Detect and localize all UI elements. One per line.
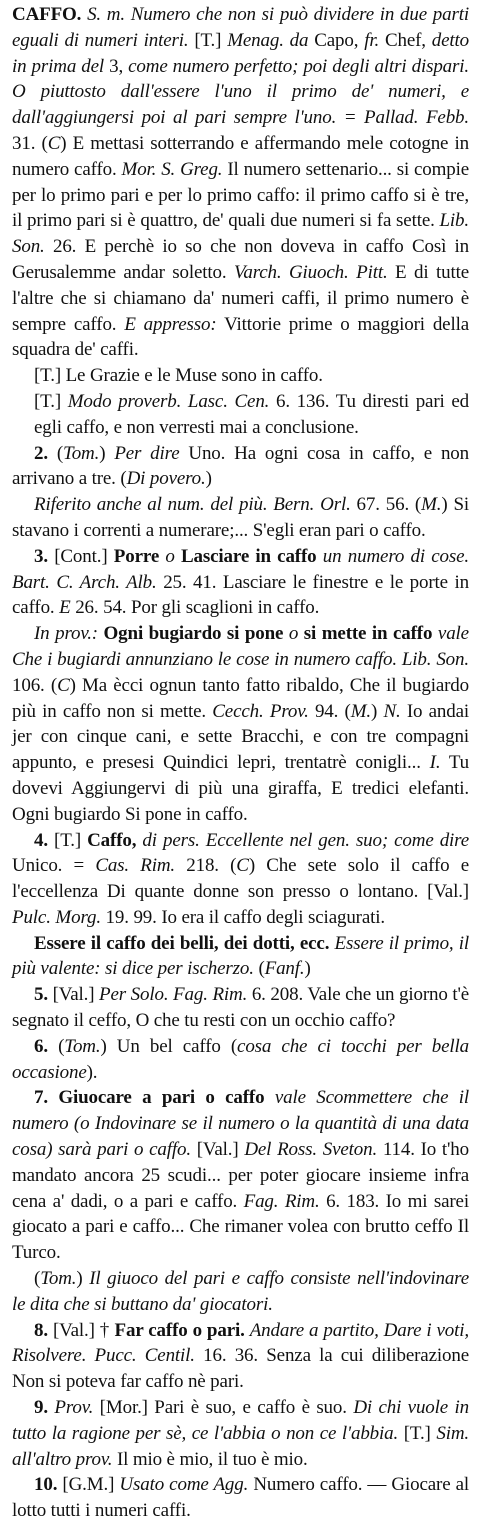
sense-4: 4. [T.] Caffo, di pers. Eccellente nel gen. suo; come dire Unico. = Cas. Rim. 218. (C) Che sete solo il caffo e l'eccellenza Di quante donne son presso o lontano. [Val.] Pulc. Morg. 19. 99. Io era il caffo degli sciagurati. bbox=[12, 829, 469, 928]
sense-3: 3. [Cont.] Porre o Lasciare in caffo un numero di cose. Bart. C. Arch. Alb. 25. 41. Lasciare le finestre e le porte in caffo. E 26. 54. Por gli scaglioni in caffo. bbox=[12, 545, 469, 619]
dictionary-entry-caffo bbox=[12, 2, 469, 1524]
sense-8: 8. [Val.] † Far caffo o pari. Andare a partito, Dare i voti, Risolvere. Pucc. Centil. 16. 36. Senza la cui diliberazione Non si poteva far caffo nè pari. bbox=[12, 1319, 470, 1393]
sense-7: 7. Giuocare a pari o caffo vale Scommettere che il numero (o Indovinare se il numero o la quantità di una data cosa) sarà pari o caffo. [Val.] Del Ross. Sveton. 114. Io t'ho mandato ancora 25 scudi... per poter giocare insieme infra cena a' dadi, o a pari e caffo. Fag. Rim. 6. 183. Io mi sarei giocato a pari e caffo... Che rimaner volea con brutto ceffo Il Turco. bbox=[12, 1087, 469, 1264]
sense-5: 5. [Val.] Per Solo. Fag. Rim. 6. 208. Vale che un giorno t'è segnato il ceffo, O che tu resti con un occhio caffo? bbox=[12, 984, 470, 1032]
sense-4-essere: Essere il caffo dei belli, dei dotti, ecc. Essere il primo, il più valente: si dice per ischerzo. (Fanf.) bbox=[12, 932, 469, 980]
sense-modo-proverb: [T.] Modo proverb. Lasc. Cen. 6. 136. Tu diresti pari ed egli caffo, e non verresti mai a conclusione. bbox=[34, 390, 470, 438]
sense-9: 9. Prov. [Mor.] Pari è suo, e caffo è suo. Di chi vuole in tutto la ragione per sè, ce l'abbia o non ce l'abbia. [T.] Sim. all'altro prov. Il mio è mio, il tuo è mio. bbox=[12, 1397, 470, 1470]
sense-2-riferito: Riferito anche al num. del più. Bern. Orl. 67. 56. (M.) Si stavano i correnti a numerare;... S'egli eran pari o caffo. bbox=[12, 494, 469, 541]
sense-10: 10. [G.M.] Usato come Agg. Numero caffo. — Giocare al lotto tutti i numeri caffi. bbox=[12, 1474, 469, 1522]
definition-main: CAFFO. S. m. Numero che non si può dividere in due parti eguali di numeri interi. [T.] Menag. da Capo, fr. Chef, detto in prima del 3, come numero perfetto; poi degli altri dispari. O piuttosto dall'essere l'uno il primo de' numeri, e dall'aggiungersi poi al pari sempre l'uno. = Pallad. Febb. 31. (C) E mettasi sotterrando e affermando mele cotogne in numero caffo. Mor. S. Greg. Il numero settenario... si compie per lo primo pari e per lo primo caffo: il primo caffo si è tre, il primo pari si è quattro, de' quali due numeri si fa sette. Lib. Son. 26. E perchè io so che non doveva in caffo Così in Gerusalemme andar soletto. Varch. Giuoch. Pitt. E di tutte l'altre che si chiamano da' numeri caffi, il primo numero è sempre caffo. E appresso: Vittorie prime o maggiori della squadra de' caffi. bbox=[12, 4, 470, 361]
sense-6: 6. (Tom.) Un bel caffo (cosa che ci tocchi per bella occasione). bbox=[12, 1035, 469, 1083]
sense-grazie-muse: [T.] Le Grazie e le Muse sono in caffo. bbox=[34, 365, 323, 387]
sense-3-prov: In prov.: Ogni bugiardo si pone o si mette in caffo vale Che i bugiardi annunziano le cose in numero caffo. Lib. Son. 106. (C) Ma ècci ognun tanto fatto ribaldo, Che il bugiardo più in caffo non si mette. Cecch. Prov. 94. (M.) N. Io andai jer con cinque cani, e sette Bracchi, e con tre compagni appunto, e presesi Quindici lepri, trentatrè conigli... I. Tu dovevi Aggiungervi di più una giraffa, E tredici elefanti. Ogni bugiardo Si pone in caffo. bbox=[12, 623, 470, 825]
sense-2: 2. (Tom.) Per dire Uno. Ha ogni cosa in caffo, e non arrivano a tre. (Di povero.) bbox=[12, 442, 470, 490]
sense-7-tom: (Tom.) Il giuoco del pari e caffo consiste nell'indovinare le dita che si buttano da' giocatori. bbox=[12, 1268, 470, 1315]
